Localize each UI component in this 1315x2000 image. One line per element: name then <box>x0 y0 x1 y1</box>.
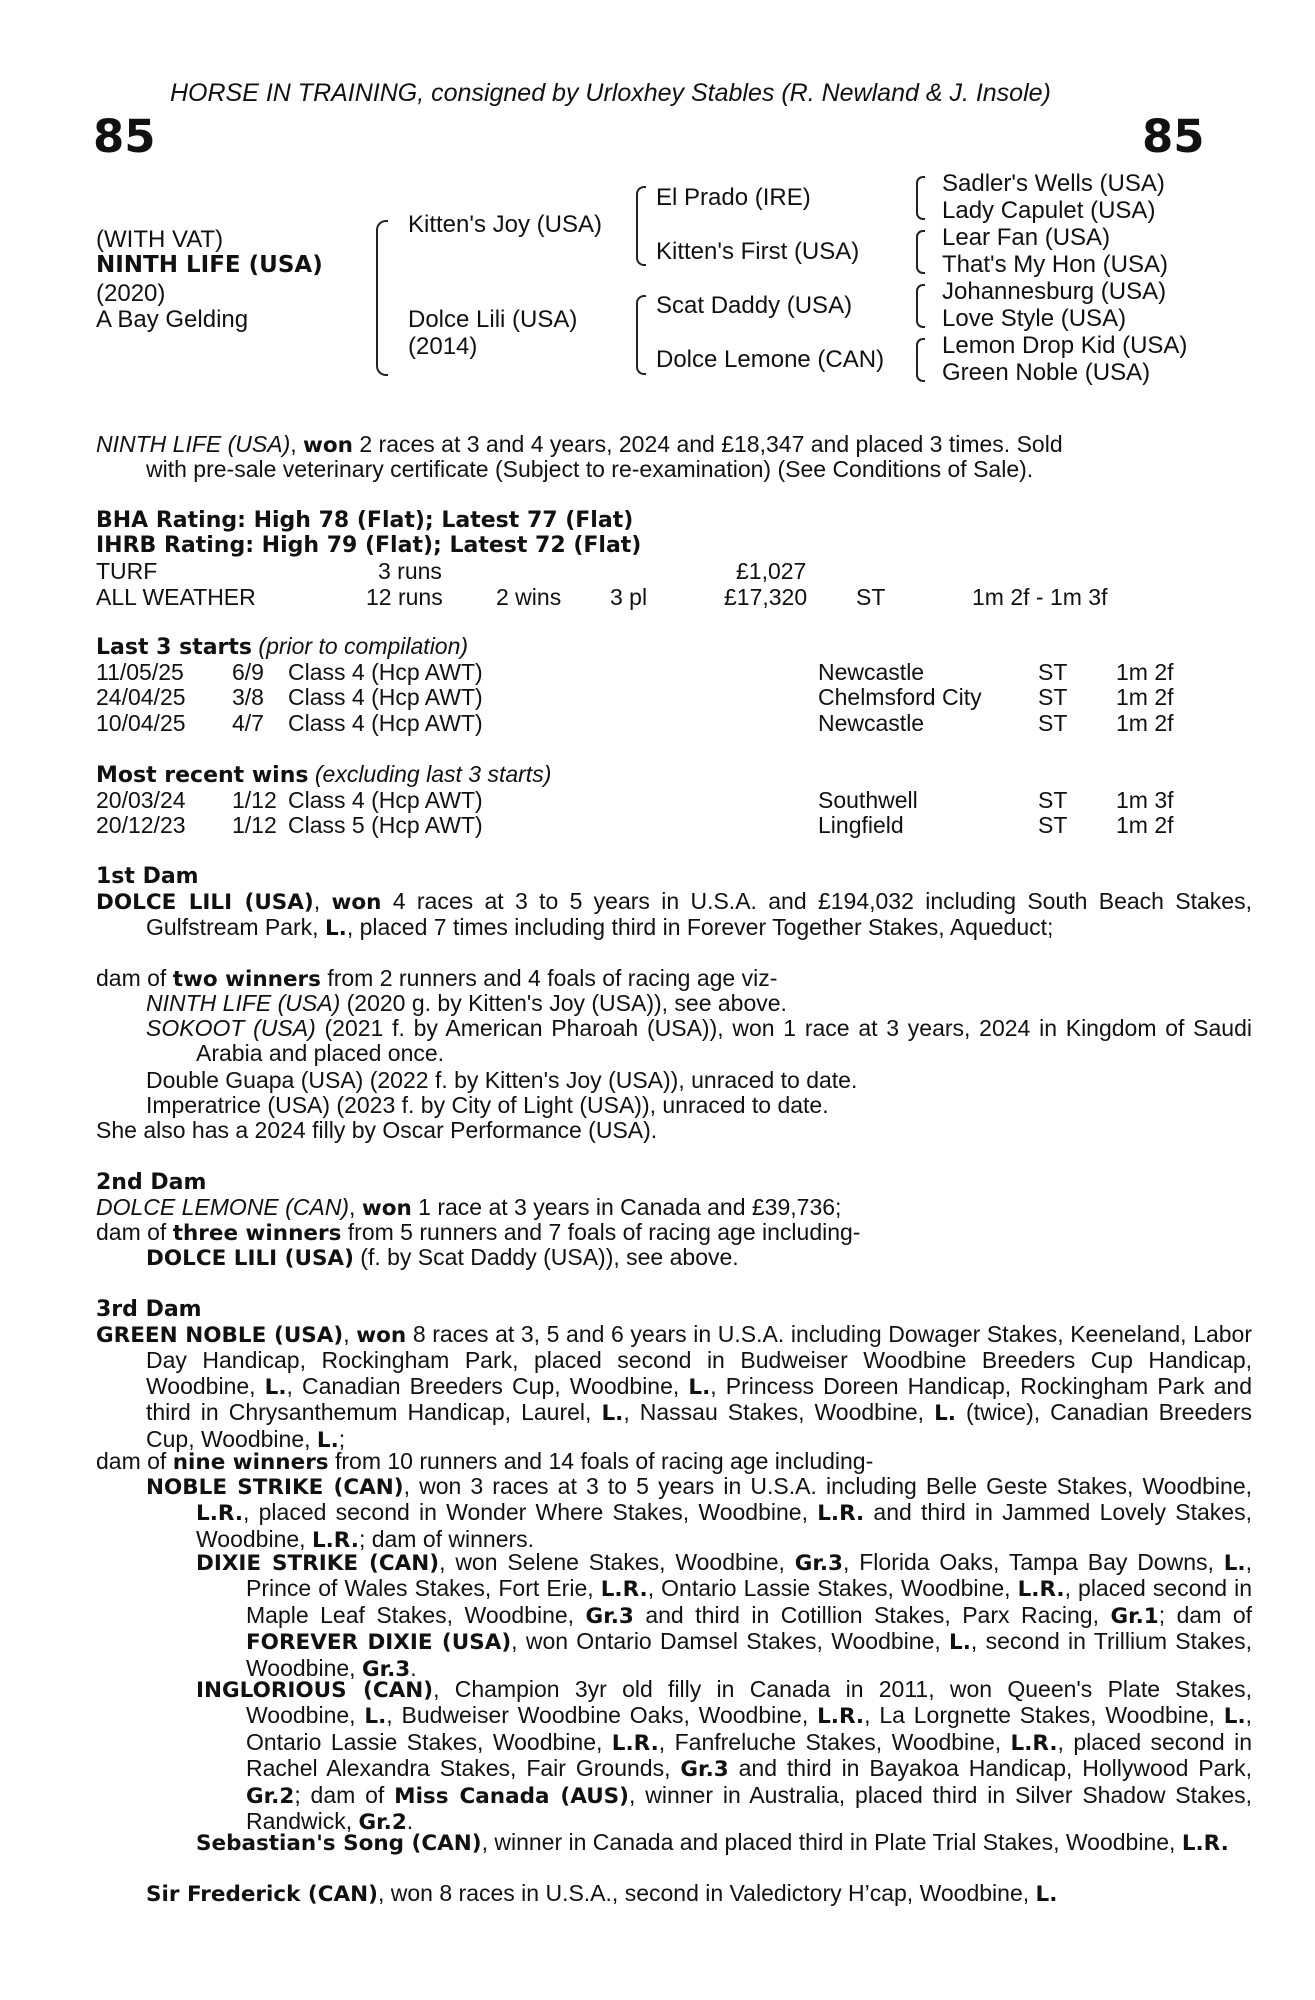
cell-date: 20/03/24 <box>96 787 186 813</box>
brace-sire <box>636 186 646 266</box>
brace-3d <box>916 338 925 382</box>
progeny-1-name: NINTH LIFE (USA) <box>146 990 341 1016</box>
wins-note: (excluding last 3 starts) <box>314 761 552 787</box>
noble-strike-name: NOBLE STRIKE (CAN) <box>146 1475 404 1500</box>
ns-t3: and third in Jammed Lovely Stakes, Woodbine, <box>196 1499 1252 1552</box>
table-row <box>96 684 1206 709</box>
last3-note: (prior to compilation) <box>258 633 469 659</box>
miss-canada-name: Miss Canada (AUS) <box>394 1783 629 1809</box>
cell-dist: 1m 3f <box>1116 787 1174 813</box>
cell-race: Class 5 (Hcp AWT) <box>288 812 483 839</box>
ig-t6: , placed second in Rachel Alexandra Stakes, Fair Grounds, <box>246 1728 1252 1782</box>
ig-l1: L. <box>364 1704 387 1730</box>
progeny-2-name: SOKOOT (USA) <box>146 1015 316 1041</box>
aw-runs: 12 runs <box>366 584 443 610</box>
pedigree-sdd: That's My Hon (USA) <box>942 251 1168 278</box>
dam1-listed: L. <box>324 916 347 942</box>
ig-l2: L. <box>1223 1704 1246 1730</box>
cell-race: Class 4 (Hcp AWT) <box>288 659 483 685</box>
dam3-t1: 8 races at 3, 5 and 6 years in U.S.A. including Dowager Stakes, Keeneland, Labor Day Handicap, Rockingham Park, placed second in Budweiser Woodbine Breeders Cup Handicap, Woodbine, <box>146 1321 1253 1399</box>
turf-prize: £1,027 <box>736 558 807 584</box>
dam3-l2: L. <box>688 1374 711 1400</box>
ss-lr: L.R. <box>1181 1831 1229 1856</box>
pedigree-sire: Kitten's Joy (USA) <box>408 211 602 238</box>
summary-text: 2 races at 3 and 4 years, 2024 and £18,347 and placed 3 times. Sold <box>352 431 1063 457</box>
bha-rating: BHA Rating: High 78 (Flat); Latest 77 (Flat) <box>96 508 634 533</box>
dam2-name: DOLCE LEMONE (CAN) <box>96 1194 350 1220</box>
dam3-t6: ; <box>338 1425 346 1452</box>
cell-date: 20/12/23 <box>96 812 186 839</box>
cell-pos: 1/12 <box>232 787 277 813</box>
sf-t1: , won 8 races in U.S.A., second in Valedictory H’cap, Woodbine, <box>377 1880 1036 1906</box>
summary-won: won <box>303 433 353 458</box>
dam1-text1: 4 races at 3 to 5 years in U.S.A. and £194,032 including South Beach Stakes, Gulfstream Park, <box>146 888 1252 941</box>
ig-t9: , winner in Australia, placed third in Silver Shadow Stakes, Randwick, <box>246 1781 1253 1835</box>
dam3-dam-of <box>96 1449 873 1475</box>
dam3-dam-of-pre: dam of <box>96 1448 173 1474</box>
pedigree-sds: Lear Fan (USA) <box>942 224 1111 251</box>
sf-l: L. <box>1035 1882 1058 1907</box>
aw-row <box>96 584 1196 609</box>
dam2-record: DOLCE LEMONE (CAN), won 1 race at 3 years in Canada and £39,736; <box>96 1194 842 1221</box>
dam1-won: won <box>331 890 382 915</box>
table-row <box>96 812 1206 837</box>
dam1-dam-of-pre: dam of <box>96 965 173 991</box>
aw-prize: £17,320 <box>724 584 808 610</box>
ig-t2: , Budweiser Woodbine Oaks, Woodbine, <box>386 1702 818 1729</box>
pedigree-ssd: Lady Capulet (USA) <box>942 197 1156 224</box>
ds-t4: , Ontario Lassie Stakes, Woodbine, <box>647 1575 1018 1602</box>
inglorious-name: INGLORIOUS (CAN) <box>196 1678 434 1703</box>
dam3-name: GREEN NOBLE (USA) <box>96 1323 344 1348</box>
cell-date: 11/05/25 <box>96 659 184 685</box>
lot-number-right: 85 <box>1142 110 1205 163</box>
ds-t3: , Prince of Wales Stakes, Fort Erie, <box>246 1549 1252 1602</box>
cell-race: Class 4 (Hcp AWT) <box>288 787 483 813</box>
horse-description: A Bay Gelding <box>96 306 249 333</box>
cell-date: 10/04/25 <box>96 709 186 736</box>
lot-number-left: 85 <box>93 110 156 163</box>
pedigree-sire-dam: Kitten's First (USA) <box>656 238 860 265</box>
progeny-2-text: (2021 f. by American Pharoah (USA)), won 1 race at 3 years, 2024 in Kingdom of Saudi Arabia and placed once. <box>196 1015 1253 1067</box>
horse-year: (2020) <box>96 280 166 307</box>
ds-l1: L. <box>1223 1551 1246 1576</box>
ns-t4: ; dam of winners. <box>358 1525 535 1552</box>
cell-dist: 1m 2f <box>1116 709 1174 736</box>
ds-t8: , won Ontario Damsel Stakes, Woodbine, <box>511 1628 950 1655</box>
cell-course: Newcastle <box>818 659 925 685</box>
inglorious-entry <box>196 1677 1252 1835</box>
last3-heading <box>96 634 468 660</box>
ds-l2: L. <box>949 1630 971 1656</box>
dam1-text2: , placed 7 times including third in Forever Together Stakes, Aqueduct; <box>346 914 1054 941</box>
ig-t10: . <box>406 1808 414 1835</box>
cell-pos: 4/7 <box>232 709 264 736</box>
cell-race: Class 4 (Hcp AWT) <box>288 709 483 736</box>
ig-t3: , La Lorgnette Stakes, Woodbine, <box>864 1702 1224 1729</box>
cell-course: Lingfield <box>818 812 904 839</box>
summary-horse-name: NINTH LIFE (USA) <box>96 431 291 457</box>
cell-course: Chelmsford City <box>818 684 982 711</box>
dam1-dam-of <box>96 966 777 992</box>
dam2-progeny-1 <box>146 1245 739 1271</box>
brace-3a <box>916 176 925 220</box>
dam3-record: GREEN NOBLE (USA), won 8 races at 3, 5 and 6 years in U.S.A. including Dowager Stakes, Keeneland, Labor Day Handicap, Rockingham Park, placed second in Budweiser Woodbine Breeders Cup Handicap, Woodbine, L., Canadian Breeders Cup, Woodbine, L., Princess Doreen Handicap, Rockingham Park and third in Chrysanthemum Handicap, Laurel, L., Nassau Stakes, Woodbine, L. (twice), Canadian Breeders Cup, Woodbine, L.; <box>96 1321 1253 1453</box>
dam1-dam-of-post: from 2 runners and 4 foals of racing age viz- <box>320 965 778 991</box>
dam3-l4: L. <box>934 1401 956 1427</box>
ds-lr2: L.R. <box>1017 1577 1065 1603</box>
dam2-won: won <box>361 1196 412 1221</box>
ig-gr3: Gr.3 <box>680 1757 729 1783</box>
dam2-progeny-1-name: DOLCE LILI (USA) <box>146 1246 354 1271</box>
ig-t4: , Ontario Lassie Stakes, Woodbine, <box>246 1702 1253 1755</box>
cell-dist: 1m 2f <box>1116 659 1174 685</box>
wins-title: Most recent wins <box>96 763 309 788</box>
aw-label: ALL WEATHER <box>96 584 256 610</box>
ihrb-rating: IHRB Rating: High 79 (Flat); Latest 72 (Flat) <box>96 533 642 558</box>
dam3-winners-count: nine winners <box>172 1450 329 1475</box>
cell-course: Southwell <box>818 787 918 813</box>
pedigree-dds: Lemon Drop Kid (USA) <box>942 332 1188 359</box>
pedigree-dam-dam: Dolce Lemone (CAN) <box>656 346 885 373</box>
pedigree-ddd: Green Noble (USA) <box>942 359 1151 386</box>
aw-distance: 1m 2f - 1m 3f <box>972 584 1108 610</box>
ds-t10: . <box>410 1654 417 1681</box>
ig-lr1: L.R. <box>817 1704 865 1730</box>
dam2-heading: 2nd Dam <box>96 1170 207 1195</box>
table-row <box>96 787 1206 812</box>
ig-t8: ; dam of <box>294 1781 395 1808</box>
dixie-strike-entry <box>196 1550 1252 1682</box>
dixie-strike-name: DIXIE STRIKE (CAN) <box>196 1551 440 1576</box>
ds-gr3-1: Gr.3 <box>794 1551 844 1576</box>
cell-pos: 1/12 <box>232 812 277 839</box>
ds-t6: and third in Cotillion Stakes, Parx Racing, <box>633 1601 1111 1628</box>
ds-t9: , second in Trillium Stakes, Woodbine, <box>246 1628 1252 1681</box>
aw-surface: ST <box>856 584 886 610</box>
brace-3b <box>916 230 925 274</box>
ds-gr1: Gr.1 <box>1110 1603 1159 1629</box>
cell-date: 24/04/25 <box>96 684 186 711</box>
forever-dixie-name: FOREVER DIXIE (USA) <box>246 1630 512 1656</box>
ds-t7: ; dam of <box>1158 1601 1253 1628</box>
dam3-dam-of-post: from 10 runners and 14 foals of racing age including- <box>328 1448 874 1474</box>
ig-lr2: L.R. <box>611 1730 659 1756</box>
dam1-also: She also has a 2024 filly by Oscar Performance (USA). <box>96 1117 658 1143</box>
pedigree-dss: Johannesburg (USA) <box>942 278 1167 305</box>
ig-t5: , Fanfreluche Stakes, Woodbine, <box>658 1728 1011 1755</box>
ig-t1: , Champion 3yr old filly in Canada in 2011, won Queen's Plate Stakes, Woodbine, <box>246 1676 1252 1729</box>
ig-gr2-1: Gr.2 <box>246 1783 295 1809</box>
wins-heading <box>96 762 551 788</box>
pedigree-dsd: Love Style (USA) <box>942 305 1127 332</box>
sebastians-song-name: Sebastian's Song (CAN) <box>196 1831 482 1856</box>
dam3-heading: 3rd Dam <box>96 1297 202 1322</box>
aw-placed: 3 pl <box>610 584 648 610</box>
dam3-l1: L. <box>264 1374 287 1400</box>
dam3-t4: , Nassau Stakes, Woodbine, <box>623 1399 935 1426</box>
sir-frederick-entry <box>146 1881 1057 1907</box>
ss-t1: , winner in Canada and placed third in Plate Trial Stakes, Woodbine, <box>481 1829 1182 1855</box>
vat-label: (WITH VAT) <box>96 226 224 253</box>
brace-dam <box>636 295 646 375</box>
ds-gr3-3: Gr.3 <box>361 1656 411 1682</box>
dam1-heading: 1st Dam <box>96 864 199 889</box>
cell-dist: 1m 2f <box>1116 812 1174 839</box>
dam3-t2: , Canadian Breeders Cup, Woodbine, <box>286 1372 689 1399</box>
dam2-progeny-1-text: (f. by Scat Daddy (USA)), see above. <box>353 1244 739 1270</box>
dam3-t3: , Princess Doreen Handicap, Rockingham Park and third in Chrysanthemum Handicap, Laurel, <box>146 1372 1252 1426</box>
table-row <box>96 710 1206 735</box>
page-header-title: HORSE IN TRAINING, consigned by Urloxhey Stables (R. Newland & J. Insole) <box>170 79 1051 107</box>
dam1-progeny-2 <box>146 1016 1252 1067</box>
cell-race: Class 4 (Hcp AWT) <box>288 684 483 711</box>
sir-frederick-name: Sir Frederick (CAN) <box>146 1882 378 1907</box>
pedigree-dam-sire: Scat Daddy (USA) <box>656 292 853 319</box>
ns-lr2: L.R. <box>817 1501 865 1527</box>
ds-t5: , placed second in Maple Leaf Stakes, Woodbine, <box>246 1575 1253 1628</box>
dam1-progeny-1 <box>146 991 787 1016</box>
dam2-text: 1 race at 3 years in Canada and £39,736; <box>411 1194 842 1220</box>
dam3-won: won <box>356 1323 407 1348</box>
noble-strike-entry <box>146 1474 1252 1553</box>
ns-t1: , won 3 races at 3 to 5 years in U.S.A. including Belle Geste Stakes, Woodbine, <box>403 1473 1253 1499</box>
cell-surface: ST <box>1038 659 1068 685</box>
ds-t1: , won Selene Stakes, Woodbine, <box>439 1549 795 1575</box>
turf-label: TURF <box>96 558 158 584</box>
turf-runs: 3 runs <box>378 558 442 584</box>
aw-wins: 2 wins <box>496 584 562 610</box>
dam2-dam-of-post: from 5 runners and 7 foals of racing age including- <box>341 1219 861 1245</box>
pedigree-sss: Sadler's Wells (USA) <box>942 170 1165 197</box>
cell-dist: 1m 2f <box>1116 684 1174 711</box>
progeny-1-text: (2020 g. by Kitten's Joy (USA)), see above. <box>340 990 787 1016</box>
cell-surface: ST <box>1038 709 1068 736</box>
ds-gr3-2: Gr.3 <box>585 1603 634 1629</box>
horse-name: NINTH LIFE (USA) <box>96 252 323 278</box>
dam2-dam-of <box>96 1220 860 1246</box>
cell-pos: 3/8 <box>232 684 264 711</box>
cell-surface: ST <box>1038 684 1068 711</box>
cell-surface: ST <box>1038 812 1068 839</box>
dam1-record: DOLCE LILI (USA), won 4 races at 3 to 5 years in U.S.A. and £194,032 including South Beach Stakes, Gulfstream Park, L., placed 7 times including third in Forever Together Stakes, Aqueduct; <box>96 888 1252 942</box>
pedigree-sire-sire: El Prado (IRE) <box>656 184 811 211</box>
ns-lr1: L.R. <box>196 1501 243 1527</box>
dam2-dam-of-pre: dam of <box>96 1219 173 1245</box>
brace-3c <box>916 284 925 328</box>
dam3-l3: L. <box>601 1401 624 1427</box>
ig-lr3: L.R. <box>1010 1730 1058 1756</box>
ig-gr2-2: Gr.2 <box>358 1810 407 1836</box>
turf-row <box>96 558 1196 583</box>
ds-t2: , Florida Oaks, Tampa Bay Downs, <box>843 1549 1224 1575</box>
pedigree-dam: Dolce Lili (USA) <box>408 306 578 333</box>
dam1-name: DOLCE LILI (USA) <box>96 890 314 915</box>
ns-lr3: L.R. <box>311 1527 359 1553</box>
ns-t2: , placed second in Wonder Where Stakes, Woodbine, <box>243 1499 818 1526</box>
dam3-t5: (twice), Canadian Breeders Cup, Woodbine, <box>146 1399 1253 1452</box>
sebastians-song-entry <box>196 1830 1252 1856</box>
cell-course: Newcastle <box>818 709 925 736</box>
pedigree-dam-year: (2014) <box>408 333 478 360</box>
last3-title: Last 3 starts <box>96 635 253 660</box>
cell-pos: 6/9 <box>232 659 264 685</box>
dam3-l5: L. <box>316 1427 339 1453</box>
cell-surface: ST <box>1038 787 1068 813</box>
dam1-progeny-3: Double Guapa (USA) (2022 f. by Kitten's Joy (USA)), unraced to date. <box>146 1067 858 1093</box>
summary-line1: NINTH LIFE (USA), won 2 races at 3 and 4 years, 2024 and £18,347 and placed 3 times. Sold <box>96 431 1063 458</box>
dam2-winners-count: three winners <box>172 1221 342 1246</box>
table-row <box>96 659 1206 684</box>
ig-t7: and third in Bayakoa Handicap, Hollywood Park, <box>728 1755 1252 1782</box>
ds-lr1: L.R. <box>600 1577 648 1603</box>
summary-line2: with pre-sale veterinary certificate (Subject to re-examination) (See Conditions of Sale). <box>146 456 1034 482</box>
dam1-progeny-4: Imperatrice (USA) (2023 f. by City of Light (USA)), unraced to date. <box>146 1092 829 1118</box>
brace-generation1 <box>376 220 388 376</box>
dam1-winners-count: two winners <box>172 967 321 992</box>
